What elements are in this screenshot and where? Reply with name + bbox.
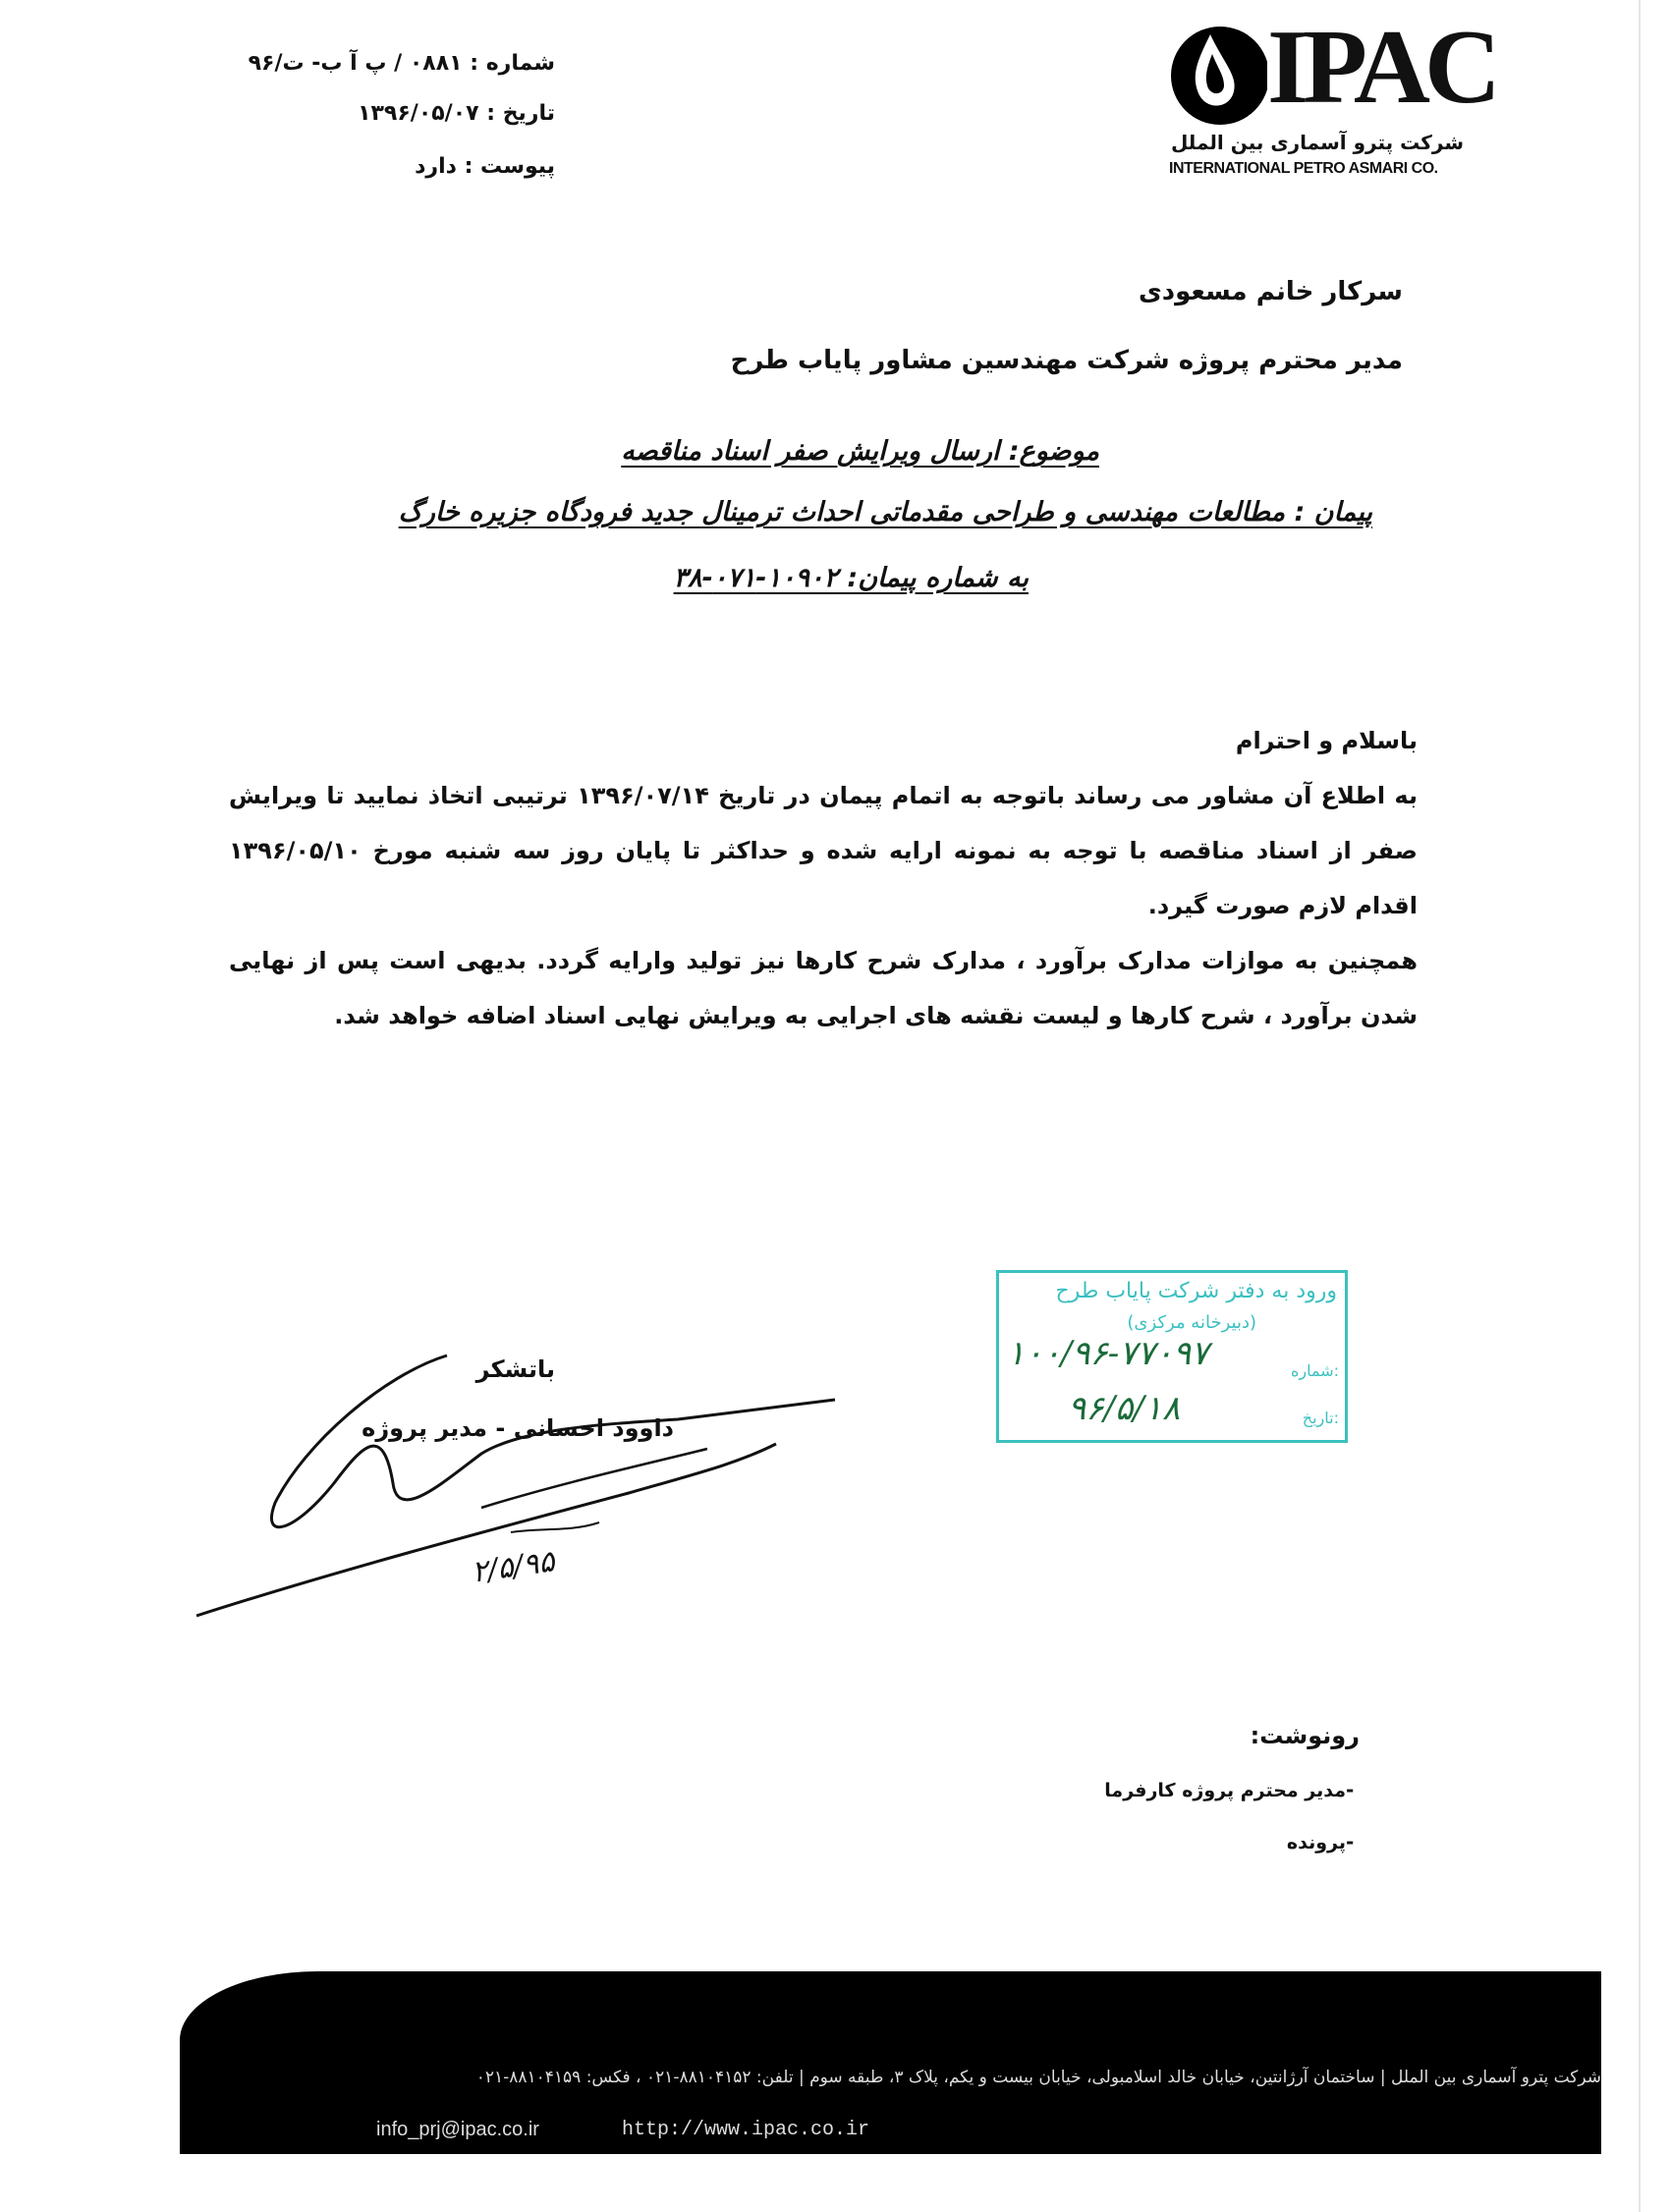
handwritten-signature bbox=[187, 1336, 855, 1631]
handwritten-date: ۲/۵/۹۵ bbox=[469, 1544, 557, 1590]
body-paragraph-2: همچنین به موازات مدارک برآورد ، مدارک شرح کارها نیز تولید وارایه گردد. بدیهی است پس از نهایی شدن برآورد ، شرح کارها و لیست نقشه های اجرایی به ویرایش نهایی اسناد اضافه خواهد شد. bbox=[229, 947, 1418, 1029]
footer-website[interactable]: http://www.ipac.co.ir bbox=[622, 2119, 870, 2141]
footer-band bbox=[180, 1971, 1601, 2154]
contract-line: پیمان : مطالعات مهندسی و طراحی مقدماتی احداث ترمینال جدید فرودگاه جزیره خارگ bbox=[398, 497, 1372, 527]
contract-number-line: به شماره پیمان: ۱۰۹۰۲-۰۷۱-۳۸ bbox=[673, 563, 1029, 593]
recipient-name: سرکار خانم مسعودی bbox=[1138, 277, 1403, 306]
letter-date: تاریخ : ۱۳۹۶/۰۵/۰۷ bbox=[358, 101, 555, 126]
letter-attachment: پیوست : دارد bbox=[415, 154, 555, 179]
greeting: باسلام و احترام bbox=[1235, 727, 1418, 754]
signer-name: داوود احسانی - مدیر پروژه bbox=[362, 1414, 674, 1442]
company-name-en: INTERNATIONAL PETRO ASMARI CO. bbox=[1169, 160, 1438, 177]
cc-heading: رونوشت: bbox=[1250, 1722, 1360, 1749]
closing: باتشکر bbox=[475, 1355, 555, 1383]
cc-dash: - bbox=[1346, 1778, 1355, 1801]
stamp-number-value: ۱۰۰/۹۶-۷۷۰۹۷ bbox=[1007, 1334, 1209, 1373]
cc-item: پرونده bbox=[1286, 1832, 1346, 1853]
stamp-date-value: ۹۶/۵/۱۸ bbox=[1068, 1389, 1181, 1428]
oil-drop-icon bbox=[1169, 15, 1267, 133]
company-name-fa: شرکت پترو آسماری بین الملل bbox=[1170, 131, 1464, 154]
letter-number: شماره : ۰۸۸۱ / پ آ ب- ت/۹۶ bbox=[248, 51, 555, 76]
stamp-title: ورود به دفتر شرکت پایاب طرح bbox=[1055, 1279, 1337, 1303]
footer-email[interactable]: info_prj@ipac.co.ir bbox=[376, 2119, 539, 2140]
scan-edge bbox=[1639, 0, 1641, 2212]
cc-item: مدیر محترم پروژه کارفرما bbox=[1104, 1780, 1346, 1801]
subject-line: موضوع: ارسال ویرایش صفر اسناد مناقصه bbox=[621, 436, 1099, 467]
letter-body bbox=[229, 713, 1418, 1043]
body-paragraph-1: به اطلاع آن مشاور می رساند باتوجه به اتمام پیمان در تاریخ ۱۳۹۶/۰۷/۱۴ ترتیبی اتخاذ نمایید تا ویرایش صفر از اسناد مناقصه با توجه به نمونه ارایه شده و حداکثر تا پایان روز سه شنبه مورخ ۱۳۹۶/۰۵/۱۰ اقدام لازم صورت گیرد. bbox=[229, 782, 1418, 919]
footer-address: شرکت پترو آسماری بین الملل | ساختمان آرژانتین، خیابان خالد اسلامبولی، خیابان بیست و یکم، پلاک ۳، طبقه سوم | تلفن: ۸۸۱۰۴۱۵۲-۰۲۱ ، فکس: ۸۸۱۰۴۱۵۹-۰۲۱ bbox=[475, 2068, 1601, 2087]
company-logo bbox=[1169, 9, 1495, 187]
stamp-number-label: شماره: bbox=[1290, 1361, 1339, 1380]
recipient-title: مدیر محترم پروژه شرکت مهندسین مشاور پایاب طرح bbox=[730, 346, 1403, 375]
stamp-date-label: تاریخ: bbox=[1302, 1409, 1339, 1427]
cc-dash: - bbox=[1346, 1830, 1355, 1853]
received-stamp bbox=[996, 1270, 1348, 1443]
logo-wordmark: IPAC bbox=[1267, 9, 1495, 126]
stamp-subtitle: (دبیرخانه مرکزی) bbox=[1127, 1312, 1256, 1333]
